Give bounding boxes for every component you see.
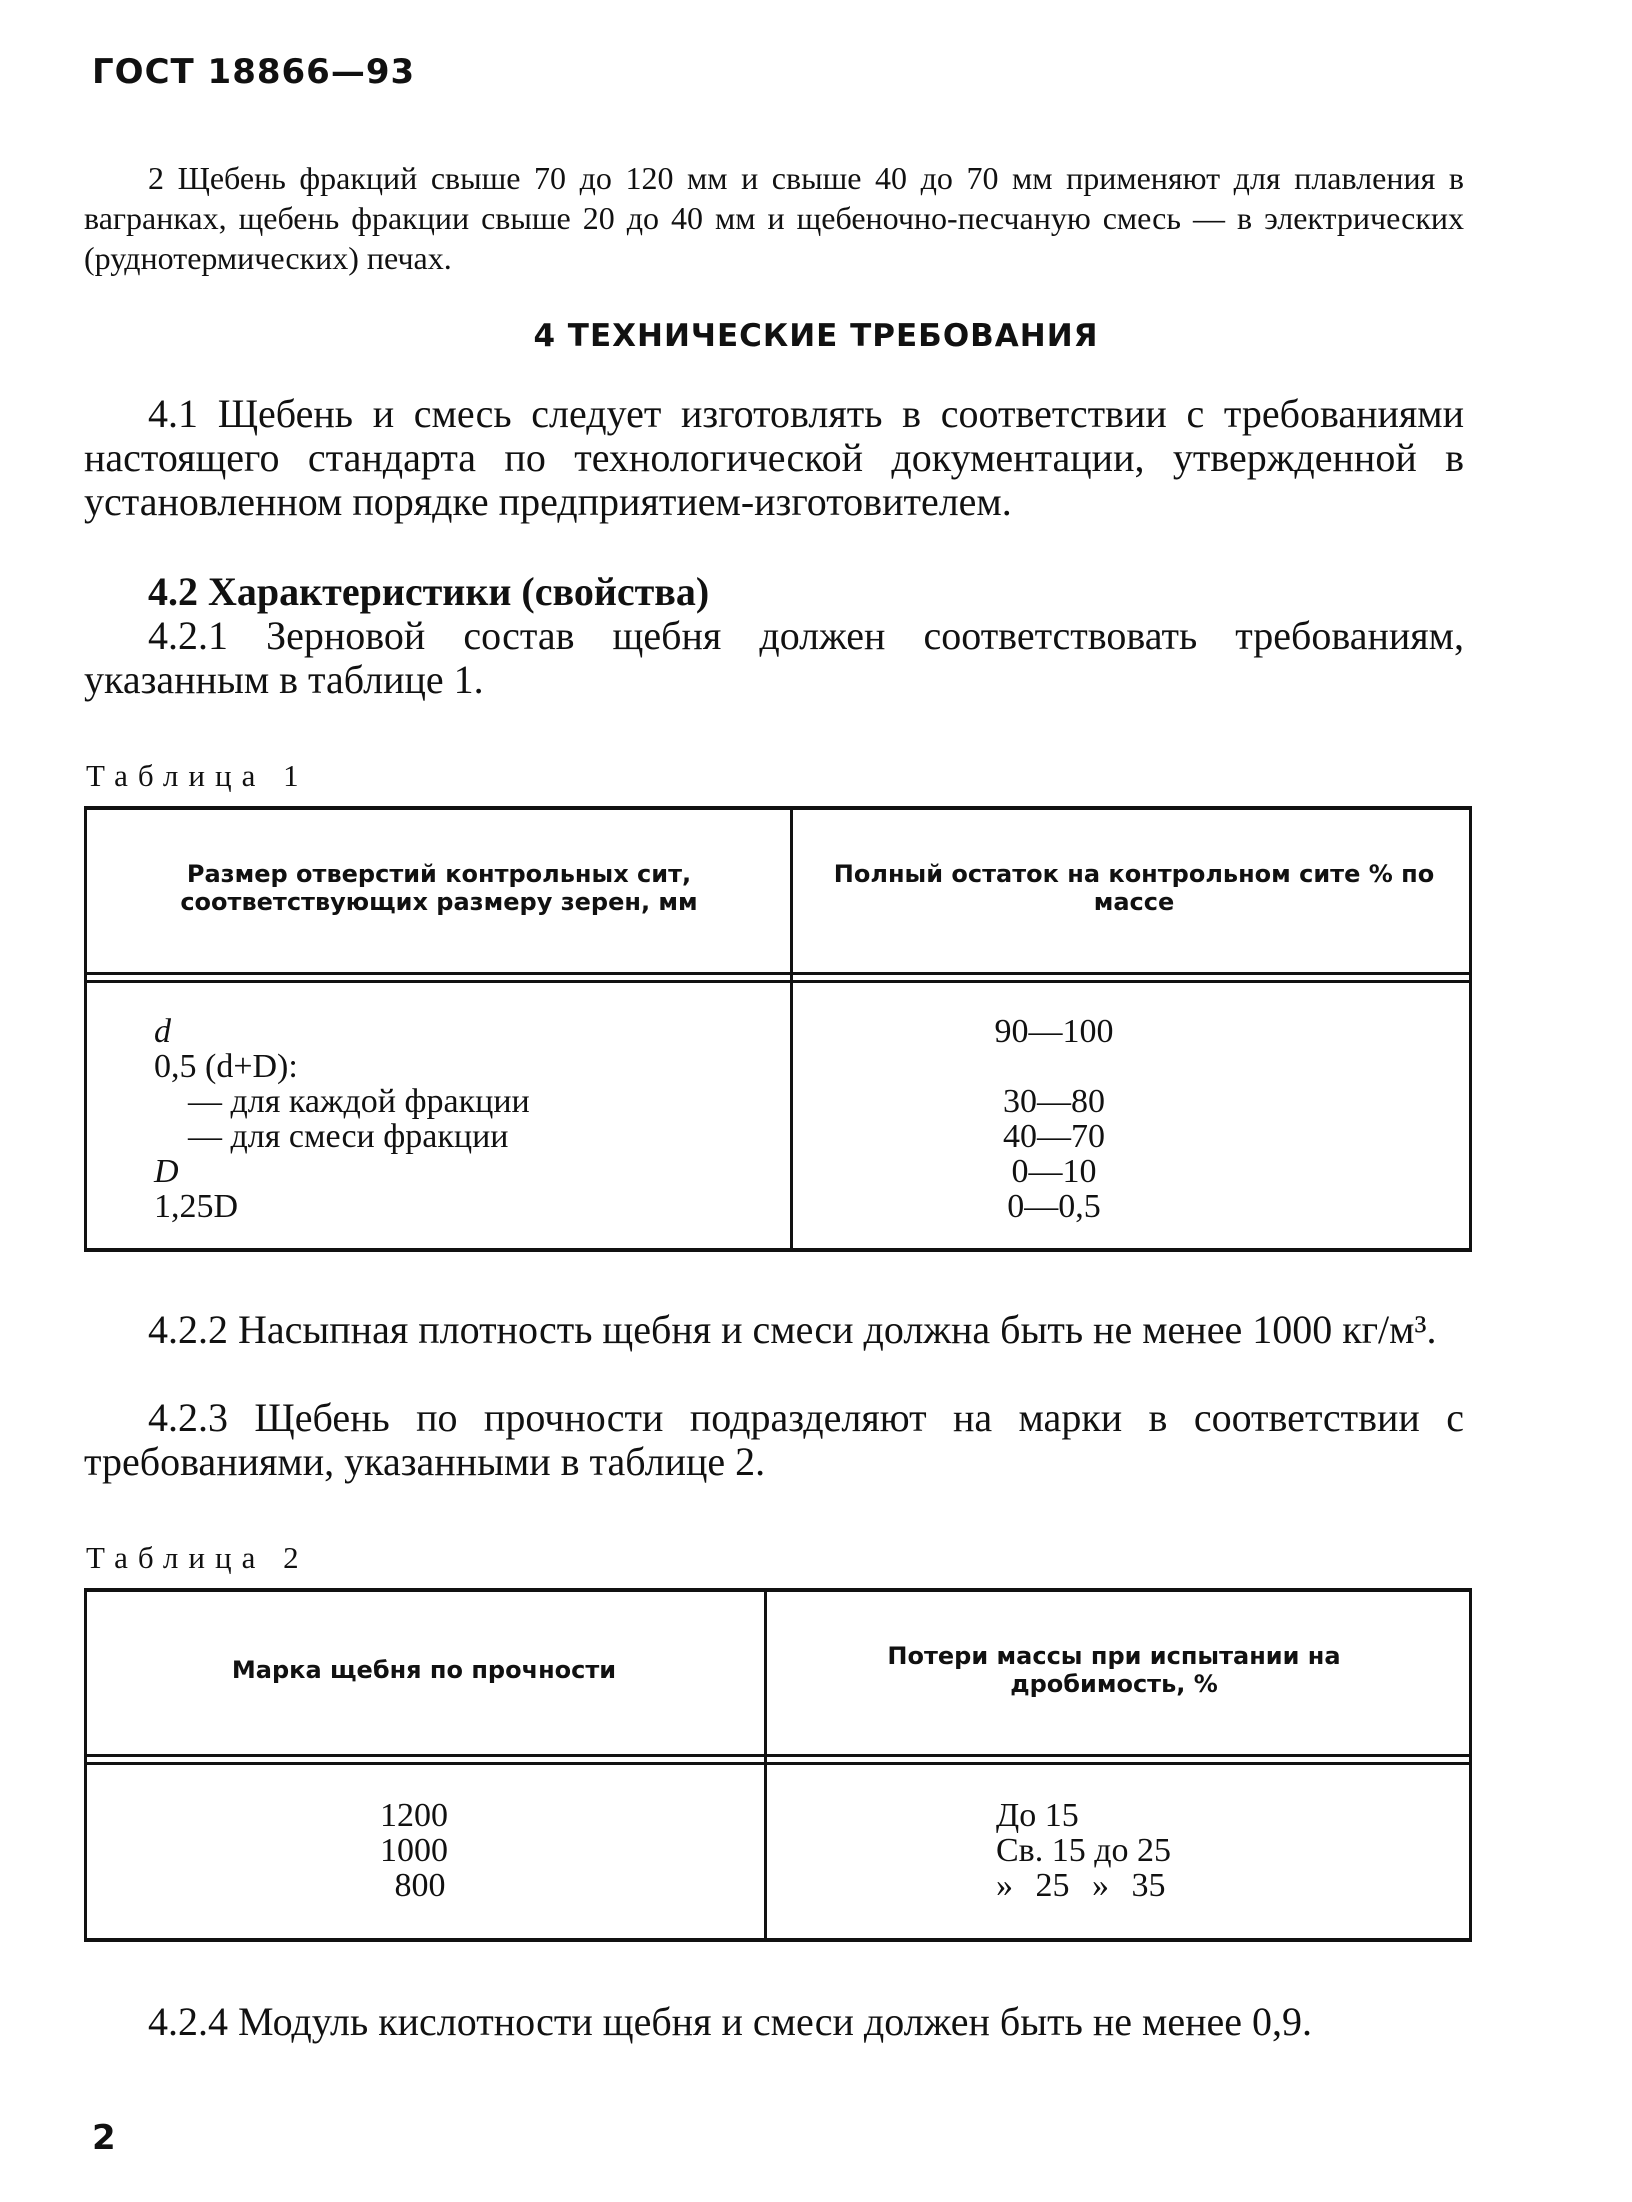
document-code: ГОСТ 18866—93 bbox=[92, 52, 416, 92]
table1-row-label: 1,25D bbox=[154, 1188, 239, 1225]
table1 bbox=[84, 806, 1472, 1252]
table2 bbox=[84, 1588, 1472, 1942]
table1-right-border bbox=[1469, 806, 1472, 1252]
table2-header-rule-2 bbox=[84, 1762, 1472, 1765]
table2-grade: 1200 bbox=[380, 1797, 448, 1834]
paragraph-4-2-1: 4.2.1 Зерновой состав щебня должен соответствовать требованиям, указанным в таблице 1. bbox=[84, 613, 1464, 702]
table1-header-residue: Полный остаток на контрольном сите % по массе bbox=[833, 860, 1435, 916]
table1-row-label: — для каждой фракции bbox=[188, 1083, 530, 1120]
table1-left-border bbox=[84, 806, 87, 1252]
table2-header-loss: Потери массы при испытании на дробимость, % bbox=[887, 1642, 1341, 1698]
table2-column-divider bbox=[764, 1588, 767, 1942]
paragraph-4-2-4: 4.2.4 Модуль кислотности щебня и смеси должен быть не менее 0,9. bbox=[148, 1999, 1313, 2044]
table1-top-rule bbox=[84, 806, 1472, 810]
table2-loss: » 25 » 35 bbox=[996, 1867, 1166, 1904]
table1-row-label: d bbox=[154, 1013, 171, 1050]
section-title: 4 ТЕХНИЧЕСКИЕ ТРЕБОВАНИЯ bbox=[533, 318, 1099, 354]
table1-header-size: Размер отверстий контрольных сит, соответствующих размеру зерен, мм bbox=[180, 860, 698, 916]
table1-row-label: 0,5 (d+D): bbox=[154, 1048, 298, 1085]
table2-loss: Св. 15 до 25 bbox=[996, 1832, 1172, 1869]
table1-row-label: — для смеси фракции bbox=[188, 1118, 509, 1155]
table1-header-rule-2 bbox=[84, 980, 1472, 983]
table2-top-rule bbox=[84, 1588, 1472, 1592]
paragraph-4-2-3: 4.2.3 Щебень по прочности подразделяют на марки в соответствии с требованиями, указанными в таблице 2. bbox=[84, 1395, 1464, 1484]
table1-row-value: 90—100 bbox=[994, 1013, 1114, 1050]
table1-row-value: 0—0,5 bbox=[1007, 1188, 1101, 1225]
table1-header-rule bbox=[84, 972, 1472, 975]
table1-row-value: 30—80 bbox=[1003, 1083, 1105, 1120]
table1-column-divider bbox=[790, 806, 793, 1252]
table1-row-label: D bbox=[154, 1153, 179, 1190]
page-number: 2 bbox=[92, 2118, 116, 2158]
table1-bottom-rule bbox=[84, 1248, 1472, 1252]
table2-left-border bbox=[84, 1588, 87, 1942]
table2-right-border bbox=[1469, 1588, 1472, 1942]
table2-header-grade: Марка щебня по прочности bbox=[231, 1656, 617, 1684]
table1-caption: Таблица 1 bbox=[86, 758, 309, 793]
table2-caption: Таблица 2 bbox=[86, 1540, 309, 1575]
table2-loss: До 15 bbox=[996, 1797, 1079, 1834]
table2-grade: 800 bbox=[394, 1867, 446, 1904]
note-paragraph: 2 Щебень фракций свыше 70 до 120 мм и свыше 40 до 70 мм применяют для плавления в вагранках, щебень фракции свыше 20 до 40 мм и щебеночно-песчаную смесь — в электрических (руднотермических) печах. bbox=[84, 160, 1464, 276]
table2-grade: 1000 bbox=[380, 1832, 448, 1869]
table2-bottom-rule bbox=[84, 1938, 1472, 1942]
table2-header-rule bbox=[84, 1754, 1472, 1757]
paragraph-4-2: 4.2 Характеристики (свойства) bbox=[148, 569, 710, 614]
paragraph-4-2-2: 4.2.2 Насыпная плотность щебня и смеси должна быть не менее 1000 кг/м³. bbox=[148, 1307, 1437, 1352]
table1-row-value: 40—70 bbox=[1003, 1118, 1105, 1155]
paragraph-4-1: 4.1 Щебень и смесь следует изготовлять в соответствии с требованиями настоящего стандарта по технологической документации, утвержденной в установленном порядке предприятием-изготовителем. bbox=[84, 391, 1464, 524]
table1-row-value: 0—10 bbox=[1011, 1153, 1097, 1190]
